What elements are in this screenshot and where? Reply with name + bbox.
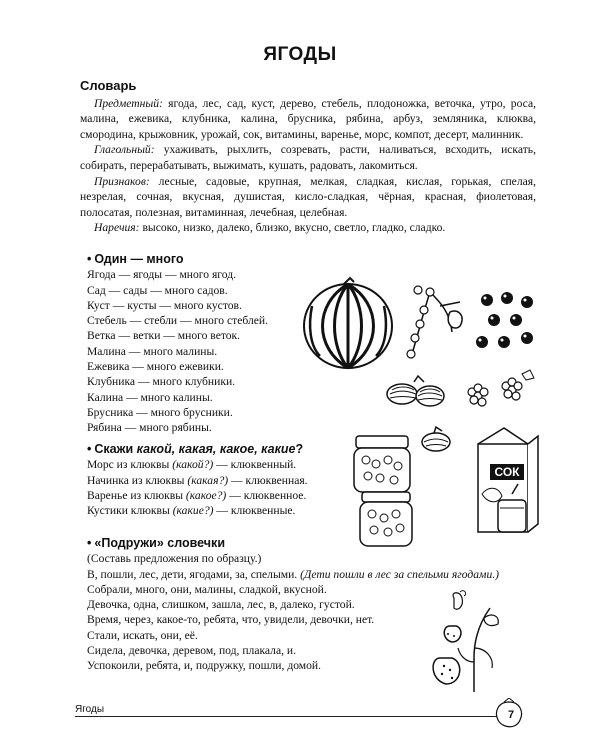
vocab-verbs-text: ухаживать, рыхлить, созревать, расти, наливаться, всходить, искать, собирать, перерабатывать, выжимать, кушать, радовать, лакомиться. xyxy=(80,143,536,172)
phrase-question: (какое?) xyxy=(185,488,227,502)
phrase-answer: — клюквенная. xyxy=(228,473,308,487)
phrase-start: Кустики клюквы xyxy=(87,504,173,518)
currant-branch-icon xyxy=(400,282,470,372)
section-two-title-italic: какой, какая, какое, какие xyxy=(136,442,296,456)
list-item: Сидела, девочка, деревом, под, плакала, и. xyxy=(87,644,297,658)
vocab-adverbs-text: высоко, низко, далеко, близко, вкусно, светло, гладко, сладко. xyxy=(139,221,446,235)
list-item: Время, через, какое-то, ребята, что, увидели, девочки, нет. xyxy=(87,613,375,627)
list-item: Успокоили, ребята, и, подружку, пошли, домой. xyxy=(87,659,322,673)
list-item xyxy=(87,503,308,518)
gooseberry-icon xyxy=(384,374,448,414)
phrase-answer: — клюквенный. xyxy=(213,458,297,472)
phrase-answer: — клюквенное. xyxy=(226,488,307,502)
instruction-text: (Составь предложения по образцу.) xyxy=(87,552,262,566)
section-two-title-end: ? xyxy=(295,442,304,456)
section-what-kind xyxy=(87,442,308,518)
vocab-adjectives-label: Признаков: xyxy=(94,174,150,188)
vocab-verbs xyxy=(80,142,536,173)
phrase-answer: — клюквенные. xyxy=(213,504,296,518)
list-item: Клубника — много клубники. xyxy=(87,375,236,389)
example-answer: (Дети пошли в лес за спелыми ягодами.) xyxy=(300,567,500,581)
example-line xyxy=(87,567,557,582)
page-title: ЯГОДЫ xyxy=(263,44,337,65)
footer-title: Ягоды xyxy=(75,704,105,715)
list-item: Сад — сады — много садов. xyxy=(87,283,228,297)
section-one-title-text: Один — много xyxy=(94,252,184,266)
list-item: Девочка, одна, слишком, зашла, лес, в, далеко, густой. xyxy=(87,598,355,612)
phrase-question: (какие?) xyxy=(172,504,214,518)
list-item: Стебель — стебли — много стеблей. xyxy=(87,314,268,328)
section-one-title xyxy=(87,252,268,267)
page-number: 7 xyxy=(508,709,515,721)
phrase-start: Начинка из клюквы xyxy=(87,473,188,487)
vocab-nouns-text: ягода, лес, сад, куст, дерево, стебель, плодоножка, веточка, утро, роса, малина, ежевика, клубника, калина, брусника, рябина, арбуз, земляника, клюква, смородина, крыжовник, урожай, сок, витамины, варенье, морс, компот, десерт, малинник. xyxy=(80,96,536,141)
juice-label: СОК xyxy=(494,465,520,479)
vocab-adjectives xyxy=(80,174,536,221)
phrase-start: Варенье из клюквы xyxy=(87,488,186,502)
list-item: Куст — кусты — много кустов. xyxy=(87,298,242,312)
vocabulary-header: Словарь xyxy=(80,78,137,93)
gooseberry-small-icon xyxy=(418,424,454,454)
vocab-adverbs-label: Наречия: xyxy=(94,221,140,235)
vocab-adverbs xyxy=(80,220,536,236)
list-item: Собрали, много, они, малины, сладкой, вкусной. xyxy=(87,582,327,596)
list-item: Ежевика — много ежевики. xyxy=(87,360,224,374)
bullet-icon: • xyxy=(87,252,92,266)
vocab-nouns xyxy=(80,96,536,143)
phrase-question: (какой?) xyxy=(172,458,214,472)
list-item: Брусника — много брусники. xyxy=(87,405,233,419)
list-item xyxy=(87,457,308,472)
list-item xyxy=(87,488,308,503)
vocab-verbs-label: Глагольный: xyxy=(94,143,155,157)
vocabulary-block xyxy=(80,78,536,236)
list-item: Ветка — ветки — много веток. xyxy=(87,329,241,343)
black-currant-icon xyxy=(472,290,542,360)
section-three-title-text: «Подружи» словечки xyxy=(94,536,225,550)
watermelon-icon xyxy=(300,276,396,372)
list-item: Стали, искать, они, её. xyxy=(87,628,198,642)
vocab-adjectives-text: лесные, садовые, крупная, мелкая, сладкая, кислая, горькая, спелая, незрелая, сочная, вкусная, душистая, кисло-сладкая, чёрная, красная, фиолетовая, полосатая, полезная, витаминная, лечебная, целебная. xyxy=(80,174,536,219)
list-item: Малина — много малины. xyxy=(87,344,218,358)
list-item: Рябина — много рябины. xyxy=(87,421,212,435)
juice-carton-icon xyxy=(468,424,542,542)
vocab-nouns-label: Предметный: xyxy=(94,96,163,110)
bullet-icon: • xyxy=(87,536,92,550)
jam-jars-icon xyxy=(350,432,422,550)
example-words: В, пошли, лес, дети, ягодами, за, спелыми. xyxy=(87,567,301,581)
section-two-title-plain: Скажи xyxy=(94,442,137,456)
list-item xyxy=(87,473,308,488)
section-one-many xyxy=(87,252,268,436)
raspberry-icon xyxy=(462,368,542,412)
section-two-title xyxy=(87,442,308,457)
list-item: Ягода — ягоды — много ягод. xyxy=(87,268,236,282)
phrase-question: (какая?) xyxy=(187,473,229,487)
strawberry-plant-icon xyxy=(430,588,506,692)
list-item: Калина — много калины. xyxy=(87,390,213,404)
phrase-start: Морс из клюквы xyxy=(87,458,173,472)
footer-divider xyxy=(75,716,505,717)
bullet-icon: • xyxy=(87,442,92,456)
